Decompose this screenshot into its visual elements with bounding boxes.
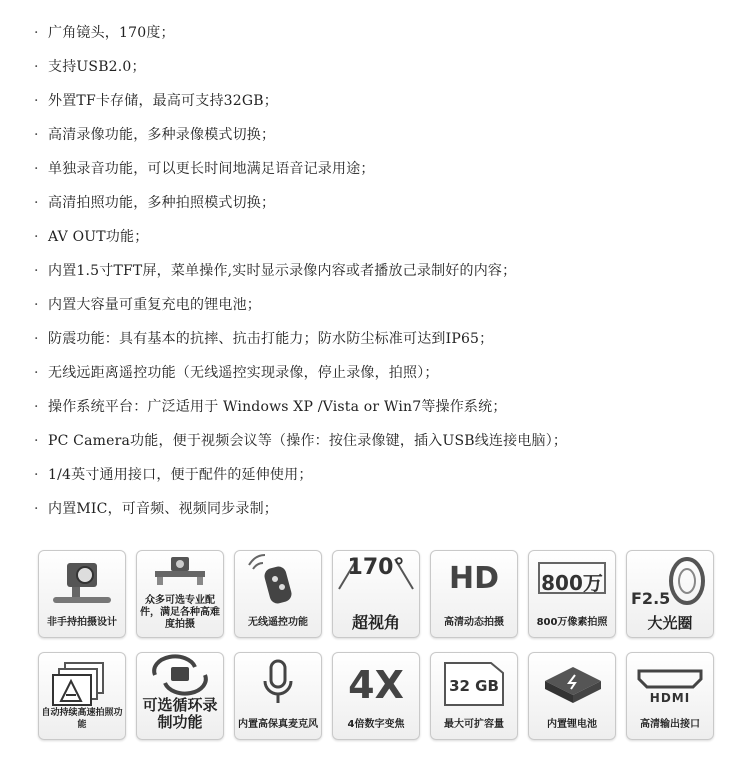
bullet: · [34,161,39,177]
battery-icon [529,653,615,709]
feature-item [34,458,567,492]
feature-item [34,16,567,50]
bullet: · [34,365,39,381]
tile-caption: 大光圈 [647,614,693,632]
hdmi-label: HDMI [649,691,691,705]
feature-item [34,492,567,526]
tile-caption: 超视角 [351,613,400,632]
feature-item [34,424,567,458]
tile-caption: 内置高保真麦克风 [238,719,318,730]
tile-caption: 高清动态拍摄 [444,617,504,628]
feature-item [34,84,567,118]
tile-sd-card [430,652,518,740]
tile-hd [430,550,518,638]
aperture-lens-icon [627,551,713,621]
bullet: · [34,433,39,449]
bullet: · [34,93,39,109]
tile-megapixel [528,550,616,638]
aperture-value: F2.5 [631,589,671,608]
bullet: · [34,399,39,415]
tile-battery [528,652,616,740]
feature-text: 高清录像功能，多种录像模式切换； [48,127,276,143]
megapixel-value: 800万 [541,571,603,595]
tile-caption: 众多可选专业配件，满足各种高难度拍摄 [140,595,220,630]
bullet: · [34,59,39,75]
feature-item [34,288,567,322]
camera-on-handlebar-icon [39,551,125,617]
feature-item [34,356,567,390]
tile-accessories [136,550,224,638]
bullet: · [34,263,39,279]
feature-item [34,186,567,220]
bullet: · [34,229,39,245]
burst-photo-icon [39,653,125,713]
feature-text: 单独录音功能，可以更长时间地满足语音记录用途； [48,161,375,177]
tile-caption: 自动持续高速拍照功能 [41,708,123,730]
feature-item [34,322,567,356]
feature-item [34,254,567,288]
feature-list [34,16,567,526]
remote-control-icon [235,551,321,615]
feature-text: 1/4英寸通用接口，便于配件的延伸使用； [48,467,313,483]
bullet: · [34,467,39,483]
feature-text: 内置大容量可重复充电的锂电池； [48,297,261,313]
feature-text: 高清拍照功能，多种拍照模式切换； [48,195,276,211]
tile-burst [38,652,126,740]
feature-text: 广角镜头，170度； [48,25,175,41]
tile-caption: 高清输出接口 [640,719,700,730]
bullet: · [34,25,39,41]
bullet: · [34,195,39,211]
tile-caption: 可选循环录制功能 [142,696,218,731]
feature-text: 防震功能：具有基本的抗摔、抗击打能力；防水防尘标准可达到IP65； [48,331,494,347]
feature-text: 支持USB2.0； [48,59,146,75]
tile-aperture [626,550,714,638]
feature-text: AV OUT功能； [48,229,149,245]
tile-hdmi [626,652,714,740]
hd-icon: HD [448,561,499,596]
zoom-icon: 4X [348,663,404,707]
bullet: · [34,501,39,517]
bullet: · [34,297,39,313]
feature-item [34,50,567,84]
feature-item [34,390,567,424]
feature-text: 外置TF卡存储，最高可支持32GB； [48,93,278,109]
tile-caption: 内置锂电池 [547,719,597,730]
tile-wide-angle [332,550,420,638]
bullet: · [34,331,39,347]
mount-accessory-icon [137,551,223,591]
tile-handlebar [38,550,126,638]
tile-microphone [234,652,322,740]
feature-item [34,152,567,186]
feature-text: PC Camera功能，便于视频会议等（操作：按住录像键，插入USB线连接电脑）； [48,433,568,449]
tile-loop [136,652,224,740]
feature-text: 操作系统平台：广泛适用于 Windows XP /Vista or Win7等操作系统； [48,399,507,415]
feature-item [34,220,567,254]
feature-item [34,118,567,152]
bullet: · [34,127,39,143]
tile-caption: 4倍数字变焦 [347,719,405,730]
feature-text: 内置1.5寸TFT屏，菜单操作,实时显示录像内容或者播放己录制好的内容； [48,263,517,279]
loop-recording-icon [137,653,223,697]
tile-zoom [332,652,420,740]
tile-remote [234,550,322,638]
tile-caption: 最大可扩容量 [444,719,504,730]
feature-text: 无线远距离遥控功能（无线遥控实现录像，停止录像，拍照）； [48,365,439,381]
microphone-icon [235,653,321,709]
tile-caption: 800万像素拍照 [536,617,608,628]
feature-text: 内置MIC，可音频、视频同步录制； [48,501,278,517]
tile-caption: 非手持拍摄设计 [47,617,117,628]
capacity-value: 32 GB [449,677,499,695]
angle-value: 170° [347,555,405,580]
tile-caption: 无线遥控功能 [248,617,308,628]
